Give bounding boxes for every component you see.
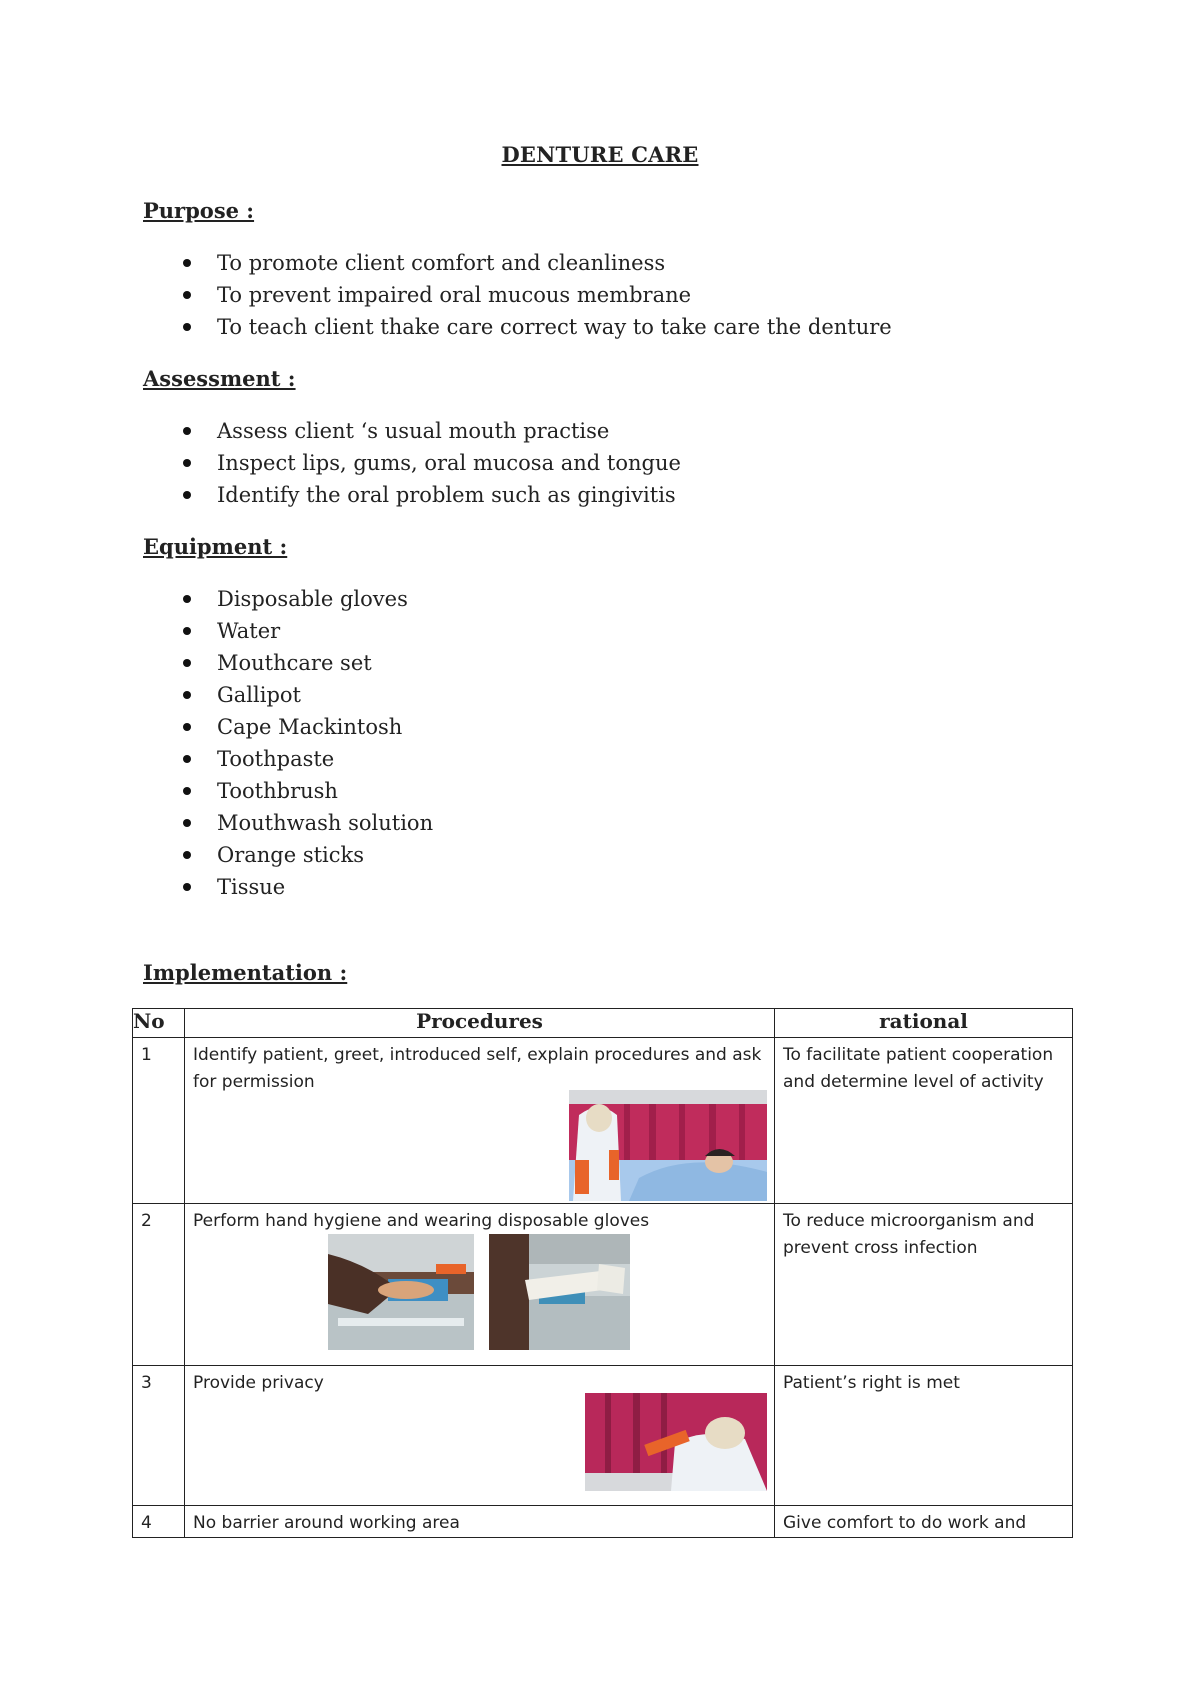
- list-item: To teach client thake care correct way to take care the denture: [0, 311, 892, 343]
- equipment-heading: Equipment :: [143, 534, 288, 559]
- bullet-icon: [183, 627, 191, 635]
- bullet-icon: [183, 851, 191, 859]
- equipment-list: [0, 583, 433, 903]
- assessment-list: [0, 415, 681, 511]
- photo-wearing-gloves: [489, 1234, 630, 1350]
- list-item: Mouthwash solution: [0, 807, 433, 839]
- column-header-no: No: [133, 1009, 185, 1038]
- page-title: DENTURE CARE: [501, 142, 699, 167]
- purpose-list: [0, 247, 892, 343]
- list-item: Gallipot: [0, 679, 433, 711]
- list-item: Toothpaste: [0, 743, 433, 775]
- list-item: Assess client ‘s usual mouth practise: [0, 415, 681, 447]
- column-header-rational: rational: [775, 1009, 1073, 1038]
- bullet-icon: [183, 691, 191, 699]
- row-number: 1: [133, 1038, 185, 1204]
- bullet-icon: [183, 723, 191, 731]
- bullet-icon: [183, 819, 191, 827]
- assessment-heading: Assessment :: [143, 366, 296, 391]
- bullet-icon: [183, 595, 191, 603]
- list-item: To prevent impaired oral mucous membrane: [0, 279, 892, 311]
- row-number: 2: [133, 1204, 185, 1366]
- photo-provide-privacy: [585, 1393, 767, 1491]
- bullet-icon: [183, 755, 191, 763]
- bullet-icon: [183, 787, 191, 795]
- table-header-row: [133, 1009, 1073, 1038]
- rational-cell: Give comfort to do work and: [775, 1506, 1073, 1538]
- list-item: Toothbrush: [0, 775, 433, 807]
- table-row: [133, 1506, 1073, 1538]
- list-item: Cape Mackintosh: [0, 711, 433, 743]
- list-item: Identify the oral problem such as gingivitis: [0, 479, 681, 511]
- photo-patient-in-bed: [569, 1090, 767, 1201]
- rational-cell: To facilitate patient cooperation and determine level of activity: [775, 1038, 1073, 1204]
- bullet-icon: [183, 659, 191, 667]
- procedure-text: Identify patient, greet, introduced self, explain procedures and ask for permission: [193, 1045, 762, 1092]
- table-row: [133, 1366, 1073, 1506]
- list-item: Mouthcare set: [0, 647, 433, 679]
- bullet-icon: [183, 491, 191, 499]
- bullet-icon: [183, 459, 191, 467]
- list-item: Water: [0, 615, 433, 647]
- list-item: Disposable gloves: [0, 583, 433, 615]
- list-item: Orange sticks: [0, 839, 433, 871]
- procedure-cell: [185, 1038, 775, 1204]
- table-row: [133, 1038, 1073, 1204]
- procedure-cell: [185, 1366, 775, 1506]
- procedure-text: Perform hand hygiene and wearing disposable gloves: [193, 1211, 650, 1231]
- row-number: 4: [133, 1506, 185, 1538]
- procedure-text: Provide privacy: [193, 1373, 324, 1393]
- column-header-procedures: Procedures: [185, 1009, 775, 1038]
- procedure-table: [132, 1008, 1073, 1538]
- rational-cell: To reduce microorganism and prevent cross infection: [775, 1204, 1073, 1366]
- purpose-heading: Purpose :: [143, 198, 255, 223]
- bullet-icon: [183, 323, 191, 331]
- bullet-icon: [183, 883, 191, 891]
- procedure-cell: No barrier around working area: [185, 1506, 775, 1538]
- procedure-cell: [185, 1204, 775, 1366]
- photo-hand-hygiene: [328, 1234, 474, 1350]
- list-item: Inspect lips, gums, oral mucosa and tongue: [0, 447, 681, 479]
- bullet-icon: [183, 427, 191, 435]
- row-number: 3: [133, 1366, 185, 1506]
- implementation-heading: Implementation :: [143, 960, 348, 985]
- table-row: [133, 1204, 1073, 1366]
- bullet-icon: [183, 291, 191, 299]
- rational-cell: Patient’s right is met: [775, 1366, 1073, 1506]
- list-item: Tissue: [0, 871, 433, 903]
- bullet-icon: [183, 259, 191, 267]
- list-item: To promote client comfort and cleanliness: [0, 247, 892, 279]
